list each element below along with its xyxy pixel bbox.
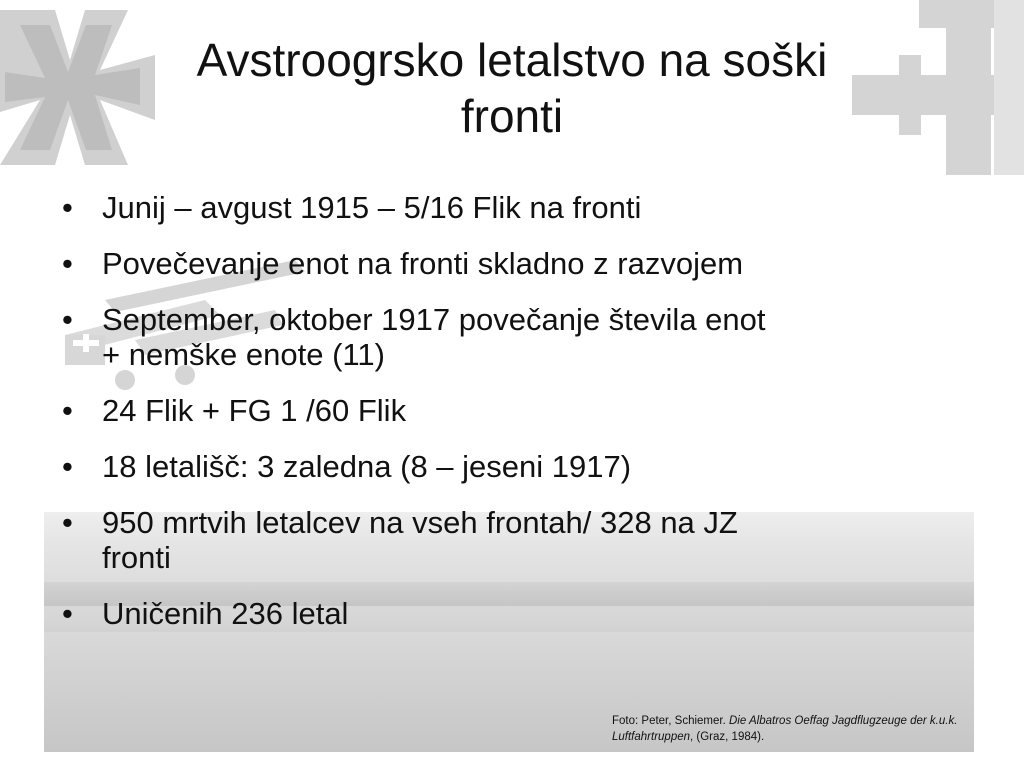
bullet-icon: •	[62, 302, 73, 337]
bullet-text-continuation: fronti	[102, 540, 171, 575]
bullet-item	[62, 449, 962, 484]
bullet-icon: •	[62, 449, 73, 484]
bullet-text-continuation: + nemške enote (11)	[102, 337, 385, 372]
slide-title-line-2: fronti	[460, 90, 564, 142]
slide-title	[0, 32, 1024, 144]
bullet-text: Uničenih 236 letal	[102, 596, 349, 631]
bullet-icon: •	[62, 596, 73, 631]
bullet-item	[62, 246, 962, 281]
bullet-text: 18 letališč: 3 zaledna (8 – jeseni 1917)	[102, 449, 632, 484]
bullet-icon: •	[62, 505, 73, 540]
bullet-text: Junij – avgust 1915 – 5/16 Flik na fronti	[102, 190, 642, 225]
bullet-text: 24 Flik + FG 1 /60 Flik	[102, 393, 407, 428]
bullet-icon: •	[62, 246, 73, 281]
bullet-item	[62, 302, 962, 372]
bullet-list	[62, 190, 962, 652]
bullet-item	[62, 190, 962, 225]
bullet-text: 950 mrtvih letalcev na vseh frontah/ 328 na JZ	[102, 505, 738, 540]
bullet-text: Povečevanje enot na fronti skladno z razvojem	[102, 246, 744, 281]
caption-suffix: , (Graz, 1984).	[690, 731, 765, 743]
slide-title-line-1: Avstroogrsko letalstvo na soški	[196, 34, 828, 86]
bullet-item	[62, 505, 962, 575]
bullet-item	[62, 393, 962, 428]
photo-caption	[612, 713, 972, 745]
bullet-text: September, oktober 1917 povečanje števila enot	[102, 302, 766, 337]
caption-book-title: Die Albatros Oeffag Jagdflugzeuge der k.u.k. Luftfahrtruppen	[612, 715, 958, 743]
bullet-item	[62, 596, 962, 631]
bullet-icon: •	[62, 190, 73, 225]
caption-prefix: Foto: Peter, Schiemer.	[612, 715, 729, 727]
bullet-icon: •	[62, 393, 73, 428]
